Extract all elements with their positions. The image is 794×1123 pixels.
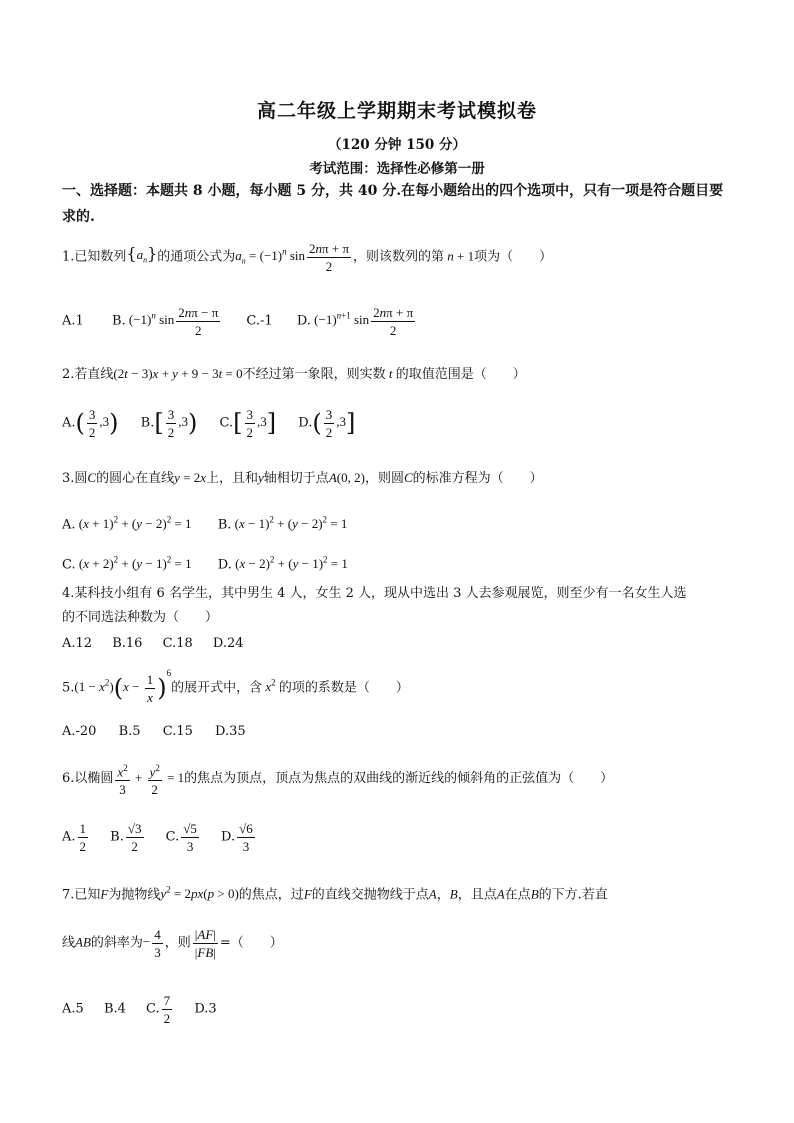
q3-t1: 的圆心在直线 [96, 471, 175, 486]
q3-t3: 轴相切于点 [263, 471, 329, 486]
q2-pre: 2.若直线 [62, 367, 114, 382]
question-3: 3.圆C的圆心在直线y = 2x上，且和y轴相切于点A(0, 2)，则圆C的标准方程为（ ） [62, 470, 543, 486]
q5-expression: $(1 - x^2)(x$ − $\frac{1}{x}$ )$^6$ [74, 668, 172, 705]
q1-mid: 的通项公式为 [157, 249, 236, 265]
q1-options: A.1 B. $(-1)^n$ sin $\frac{2n\pi - \pi}{2}$ C.-1 D. $(-1)^{n+1}$ sin $\frac{2n\pi + \pi}{2}$ [62, 305, 414, 338]
q4-line-1: 4.某科技小组有 6 名学生，其中男生 4 人，女生 2 人，现从中选出 3 人去参观展览，则至少有一名女生人选 [62, 586, 687, 601]
q7-option-d: D.3 [194, 1001, 217, 1017]
q5-options [62, 722, 246, 742]
q7-t4: ， [436, 887, 450, 903]
q3-option-a: A. [62, 517, 76, 533]
q3-t5: 的标准方程为（ ） [412, 471, 543, 486]
q6-pre: 6.以椭圆 [62, 771, 114, 787]
q4-option-d: D.24 [212, 636, 244, 651]
q1-formula: $a_n = (-1)^n$ sin $\frac{2n\pi + \pi}{2}$ [235, 241, 350, 274]
q6-post: 的焦点为顶点，顶点为焦点的双曲线的渐近线的倾斜角的正弦值为（ ） [184, 771, 614, 787]
q7-line2post: ，则 [164, 935, 191, 951]
question-7-line-1: 7.已知F为抛物线$y^2 = 2px(p > 0)$的焦点，过F的直线交抛物线于点A，B，且点A在点B的下方.若直 [62, 885, 608, 903]
q7-t2: 的焦点，过 [238, 887, 304, 903]
page-title: 高二年级上学期期末考试模拟卷 [256, 100, 537, 122]
q3-t2: 上，且和 [206, 471, 259, 486]
q1-seq: $\{a_n\}$ [126, 243, 158, 265]
q3-option-c: C. [62, 557, 76, 573]
q6-option-b: B. [110, 829, 124, 845]
q4-option-a: A.12 [62, 636, 93, 651]
q1-option-a: A.1 [62, 313, 84, 329]
q1-pre: 1.已知数列 [62, 249, 127, 265]
exam-scope: 考试范围：选择性必修第一册 [309, 161, 485, 177]
q1-option-b: B. [111, 313, 126, 329]
q7-line2end: =（ ） [219, 935, 283, 951]
q4-options [62, 634, 244, 654]
q7-options: A.5 B.4 C. $\frac{7}{2}$ D.3 [62, 993, 217, 1026]
question-1: 1.已知数列$\{a_n\}$的通项公式为$a_n = (-1)^n$ sin $\frac{2n\pi + \pi}{2}$ ，则该数列的第 n + 1项为（ ） [62, 241, 553, 274]
question-5: $5.(1 - x^2)(x$ − $\frac{1}{x}$ )$^6$的展开式中，含 $x^2$ 的项的系数是（ ） [62, 668, 409, 705]
q7-t3: 的直线交抛物线于点 [311, 887, 429, 903]
q5-post: 的展开式中，含 [171, 680, 263, 696]
q2-option-a: A. [62, 415, 76, 431]
q2-option-c: C. [219, 415, 234, 431]
q2-post: 不经过第一象限，则实数 [242, 367, 386, 382]
q6-option-a: A. [62, 829, 76, 845]
q7-t7: 的下方.若直 [538, 887, 608, 903]
q2-option-d: D. [298, 415, 313, 431]
q6-option-d: D. [221, 829, 236, 845]
q3-options-row2: C. $(x + 2)^2 + (y - 1)^2 = 1$ D. $(x - 2)^2 + (y - 1)^2 = 1$ [62, 555, 348, 573]
exam-time: （120 分钟 150 分） [328, 137, 466, 153]
q7-line2pre: 线 [62, 935, 76, 951]
q1-post: ，则该数列的第 [353, 249, 445, 265]
q1-post2: 项为（ ） [474, 249, 553, 265]
q2-line-eq: (2t − 3)x + y + 9 − 3t = 0 [113, 366, 243, 381]
question-7-line-2: 线AB的斜率为− $\frac{4}{3}$ ，则 $\frac{|AF|}{|FB|}$ =（ ） [62, 927, 283, 960]
question-2: 2.若直线(2t − 3)x + y + 9 − 3t = 0不经过第一象限，则实数 t 的取值范围是（ ） [62, 366, 526, 382]
q7-t1: 为抛物线 [108, 887, 161, 903]
q7-option-a: A.5 [62, 1001, 84, 1017]
q3-pre: 3.圆 [62, 471, 88, 486]
q1-option-d: D. [296, 313, 311, 329]
q5-option-a: A.-20 [62, 724, 97, 739]
q1-option-c: C.-1 [246, 313, 273, 329]
q2-options: A.( $\frac{3}{2}$ ,3) B.[ $\frac{3}{2}$ ,3) C.[ $\frac{3}{2}$ ,3] D.( $\frac{3}{2}$ ,3] [62, 407, 356, 440]
q6-option-c: C. [165, 829, 180, 845]
q4-option-b: B.16 [112, 636, 143, 651]
q7-option-c: C. [146, 1001, 160, 1017]
section-heading: 一、选择题：本题共 8 小题，每小题 5 分，共 40 分.在每小题给出的四个选项中，只有一项是符合题目要求的. [62, 183, 724, 225]
q5-post2: 的项的系数是（ ） [278, 680, 409, 696]
q6-ellipse: $\frac{x^2}{3}$ + $\frac{y^2}{2}$ = 1 [113, 770, 184, 785]
q3-t4: ，则圆 [364, 471, 404, 486]
q3-option-d: D. [217, 557, 232, 573]
q4-line-2: 的不同选法种数为（ ） [62, 610, 219, 625]
q6-options: A. $\frac{1}{2}$ B. $\frac{√3}{2}$ C. $\frac{√5}{3}$ D. $\frac{√6}{3}$ [62, 821, 253, 854]
question-6 [62, 760, 613, 798]
q7-pre: 7.已知 [62, 887, 101, 903]
q2-post2: 的取值范围是（ ） [395, 367, 526, 382]
q3-option-b: B. [217, 517, 232, 533]
q7-option-b: B.4 [103, 1001, 126, 1017]
q5-option-b: B.5 [118, 724, 141, 739]
q5-option-c: C.15 [162, 724, 193, 739]
q2-option-b: B. [140, 415, 155, 431]
q7-line2mid: 的斜率为 [90, 935, 143, 951]
q7-t6: 在点 [504, 887, 531, 903]
q4-option-c: C.18 [162, 636, 193, 651]
q7-t5: ，且点 [457, 887, 497, 903]
q5-pre: 5. [62, 680, 75, 696]
q5-option-d: D.35 [215, 724, 246, 739]
q3-options-row1: A. $(x + 1)^2 + (y - 2)^2 = 1$ B. $(x - 1)^2 + (y - 2)^2 = 1$ [62, 515, 348, 533]
